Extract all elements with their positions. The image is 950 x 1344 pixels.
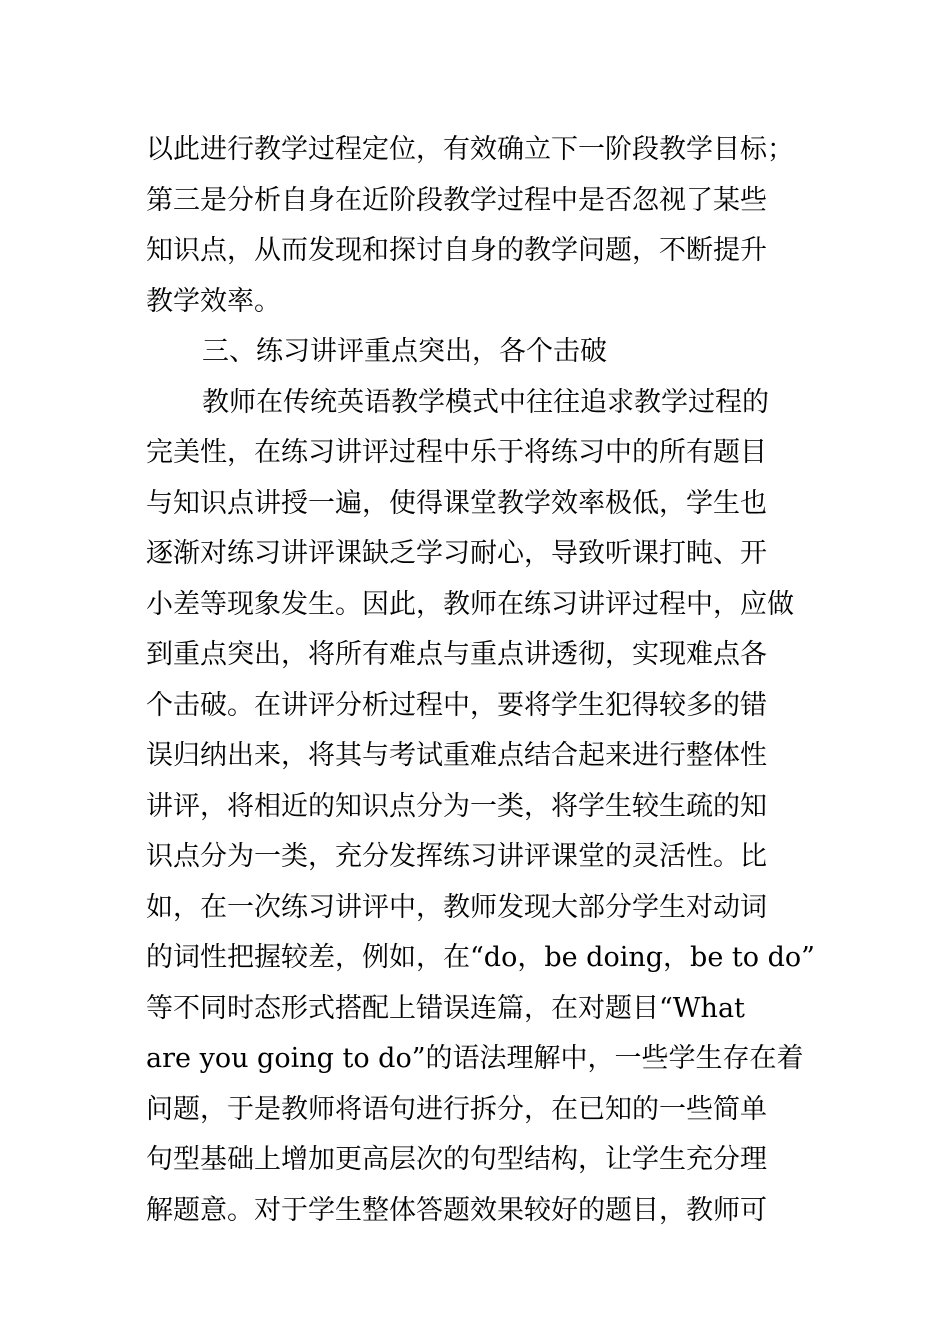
text-line: 以此进行教学过程定位，有效确立下一阶段教学目标； <box>146 134 794 165</box>
text-line: 完美性，在练习讲评过程中乐于将练习中的所有题目 <box>146 437 767 468</box>
text-line: 教学效率。 <box>146 285 281 317</box>
text-line: 问题，于是教师将语句进行拆分，在已知的一些简单 <box>146 1093 767 1125</box>
body-text <box>146 125 816 1236</box>
text-line: 小差等现象发生。因此，教师在练习讲评过程中，应做 <box>146 588 794 620</box>
text-line: 知识点，从而发现和探讨自身的教学问题，不断提升 <box>146 235 767 266</box>
text-line: 到重点突出，将所有难点与重点讲透彻，实现难点各 <box>146 639 767 670</box>
text-line: 误归纳出来，将其与考试重难点结合起来进行整体性 <box>146 740 767 771</box>
text-line: 讲评，将相近的知识点分为一类，将学生较生疏的知 <box>146 790 767 822</box>
text-line: are you going to do”的语法理解中，一些学生存在着 <box>146 1043 804 1074</box>
text-line: 的词性把握较差，例如，在“do，be doing，be to do” <box>146 942 815 973</box>
text-line: 等不同时态形式搭配上错误连篇，在对题目“What <box>146 992 745 1024</box>
text-line: 如，在一次练习讲评中，教师发现大部分学生对动词 <box>146 891 767 923</box>
text-line: 与知识点讲授一遍，使得课堂教学效率极低，学生也 <box>146 487 767 519</box>
section-heading: 三、练习讲评重点突出，各个击破 <box>202 336 607 367</box>
text-line: 解题意。对于学生整体答题效果较好的题目，教师可 <box>146 1194 767 1226</box>
text-line: 逐渐对练习讲评课缺乏学习耐心，导致听课打盹、开 <box>146 538 767 569</box>
text-line: 句型基础上增加更高层次的句型结构，让学生充分理 <box>146 1144 767 1175</box>
paragraph-first-line: 教师在传统英语教学模式中往往追求教学过程的 <box>202 386 769 418</box>
text-line: 识点分为一类，充分发挥练习讲评课堂的灵活性。比 <box>146 841 767 872</box>
text-line: 第三是分析自身在近阶段教学过程中是否忽视了某些 <box>146 184 767 216</box>
text-line: 个击破。在讲评分析过程中，要将学生犯得较多的错 <box>146 689 767 721</box>
